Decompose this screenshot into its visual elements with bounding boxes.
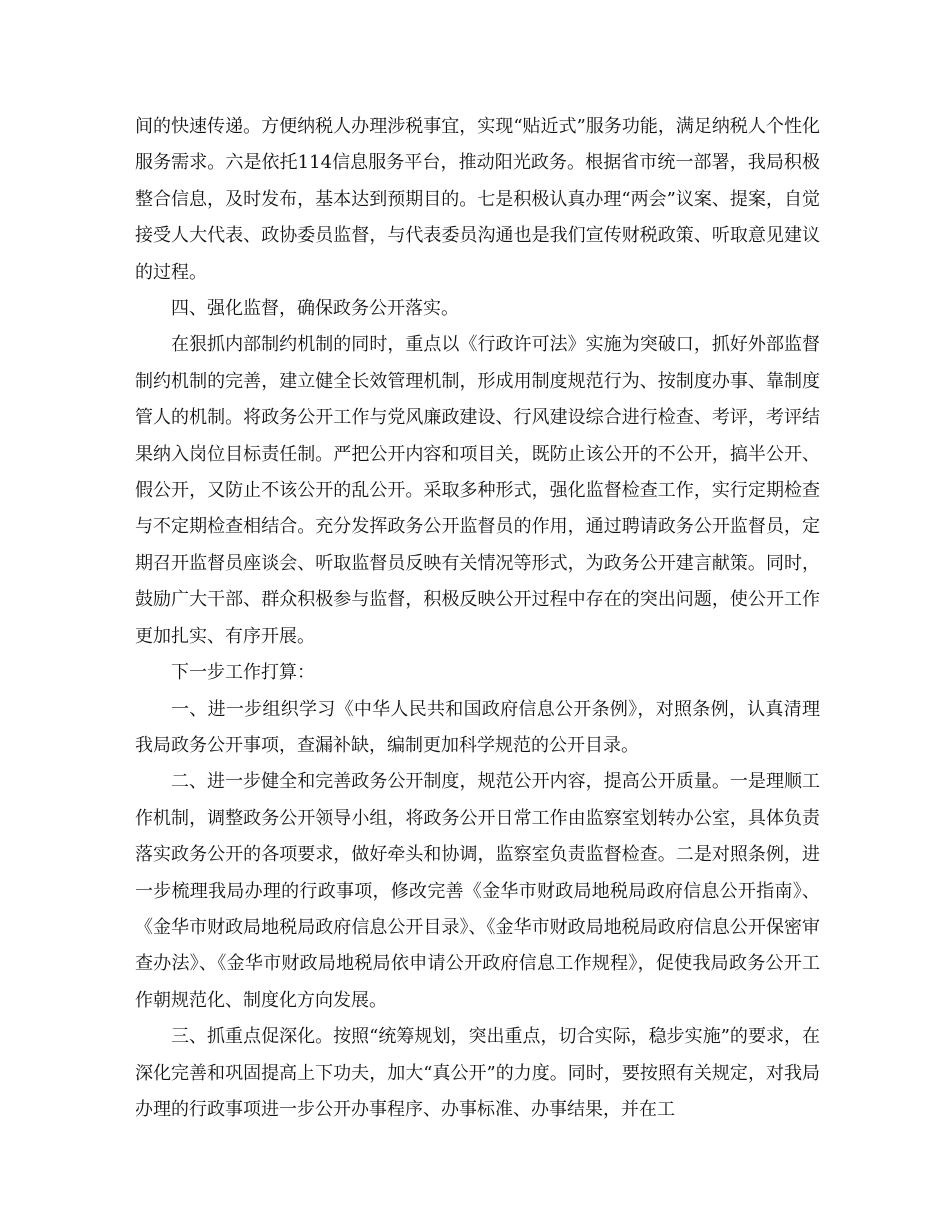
section-heading-4: 四、强化监督，确保政务公开落实。: [171, 298, 459, 320]
next-steps-heading: 下一步工作打算：: [171, 662, 315, 684]
document-body: [135, 109, 820, 1128]
paragraph-supervision: 在狠抓内部制约机制的同时，重点以《行政许可法》实施为突破口，抓好外部监督制约机制的完善，建立健全长效管理机制，形成用制度规范行为、按制度办事、靠制度管人的机制。将政务公开工作与党风廉政建设、行风建设综合进行检查、考评，考评结果纳入岗位目标责任制。严把公开内容和项目关，既防止该公开的不公开，搞半公开、假公开，又防止不该公开的乱公开。采取多种形式，强化监督检查工作，实行定期检查与不定期检查相结合。充分发挥政务公开监督员的作用，通过聘请政务公开监督员，定期召开监督员座谈会、听取监督员反映有关情况等形式，为政务公开建言献策。同时，鼓励广大干部、群众积极参与监督，积极反映公开过程中存在的突出问题，使公开工作更加扎实、有序开展。: [135, 334, 820, 647]
paragraph-continuation: 间的快速传递。方便纳税人办理涉税事宜，实现“贴近式”服务功能，满足纳税人个性化服务需求。六是依托114信息服务平台，推动阳光政务。根据省市统一部署，我局积极整合信息，及时发布，基本达到预期目的。七是积极认真办理“两会”议案、提案，自觉接受人大代表、政协委员监督，与代表委员沟通也是我们宣传财税政策、听取意见建议的过程。: [135, 116, 820, 283]
paragraph-step-2: 二、进一步健全和完善政务公开制度，规范公开内容，提高公开质量。一是理顺工作机制，调整政务公开领导小组，将政务公开日常工作由监察室划转办公室，具体负责落实政务公开的各项要求，做好牵头和协调，监察室负责监督检查。二是对照条例，进一步梳理我局办理的行政事项，修改完善《金华市财政局地税局政府信息公开指南》、《金华市财政局地税局政府信息公开目录》、《金华市财政局地税局政府信息公开保密审查办法》、《金华市财政局地税局依申请公开政府信息工作规程》，促使我局政务公开工作朝规范化、制度化方向发展。: [135, 771, 820, 1011]
paragraph-step-1: 一、进一步组织学习《中华人民共和国政府信息公开条例》，对照条例，认真清理我局政务公开事项，查漏补缺，编制更加科学规范的公开目录。: [135, 698, 820, 756]
paragraph-step-3: 三、抓重点促深化。按照“统筹规划，突出重点，切合实际，稳步实施”的要求，在深化完善和巩固提高上下功夫，加大“真公开”的力度。同时，要按照有关规定，对我局办理的行政事项进一步公开办事程序、办事标准、办事结果，并在工: [135, 1026, 820, 1120]
